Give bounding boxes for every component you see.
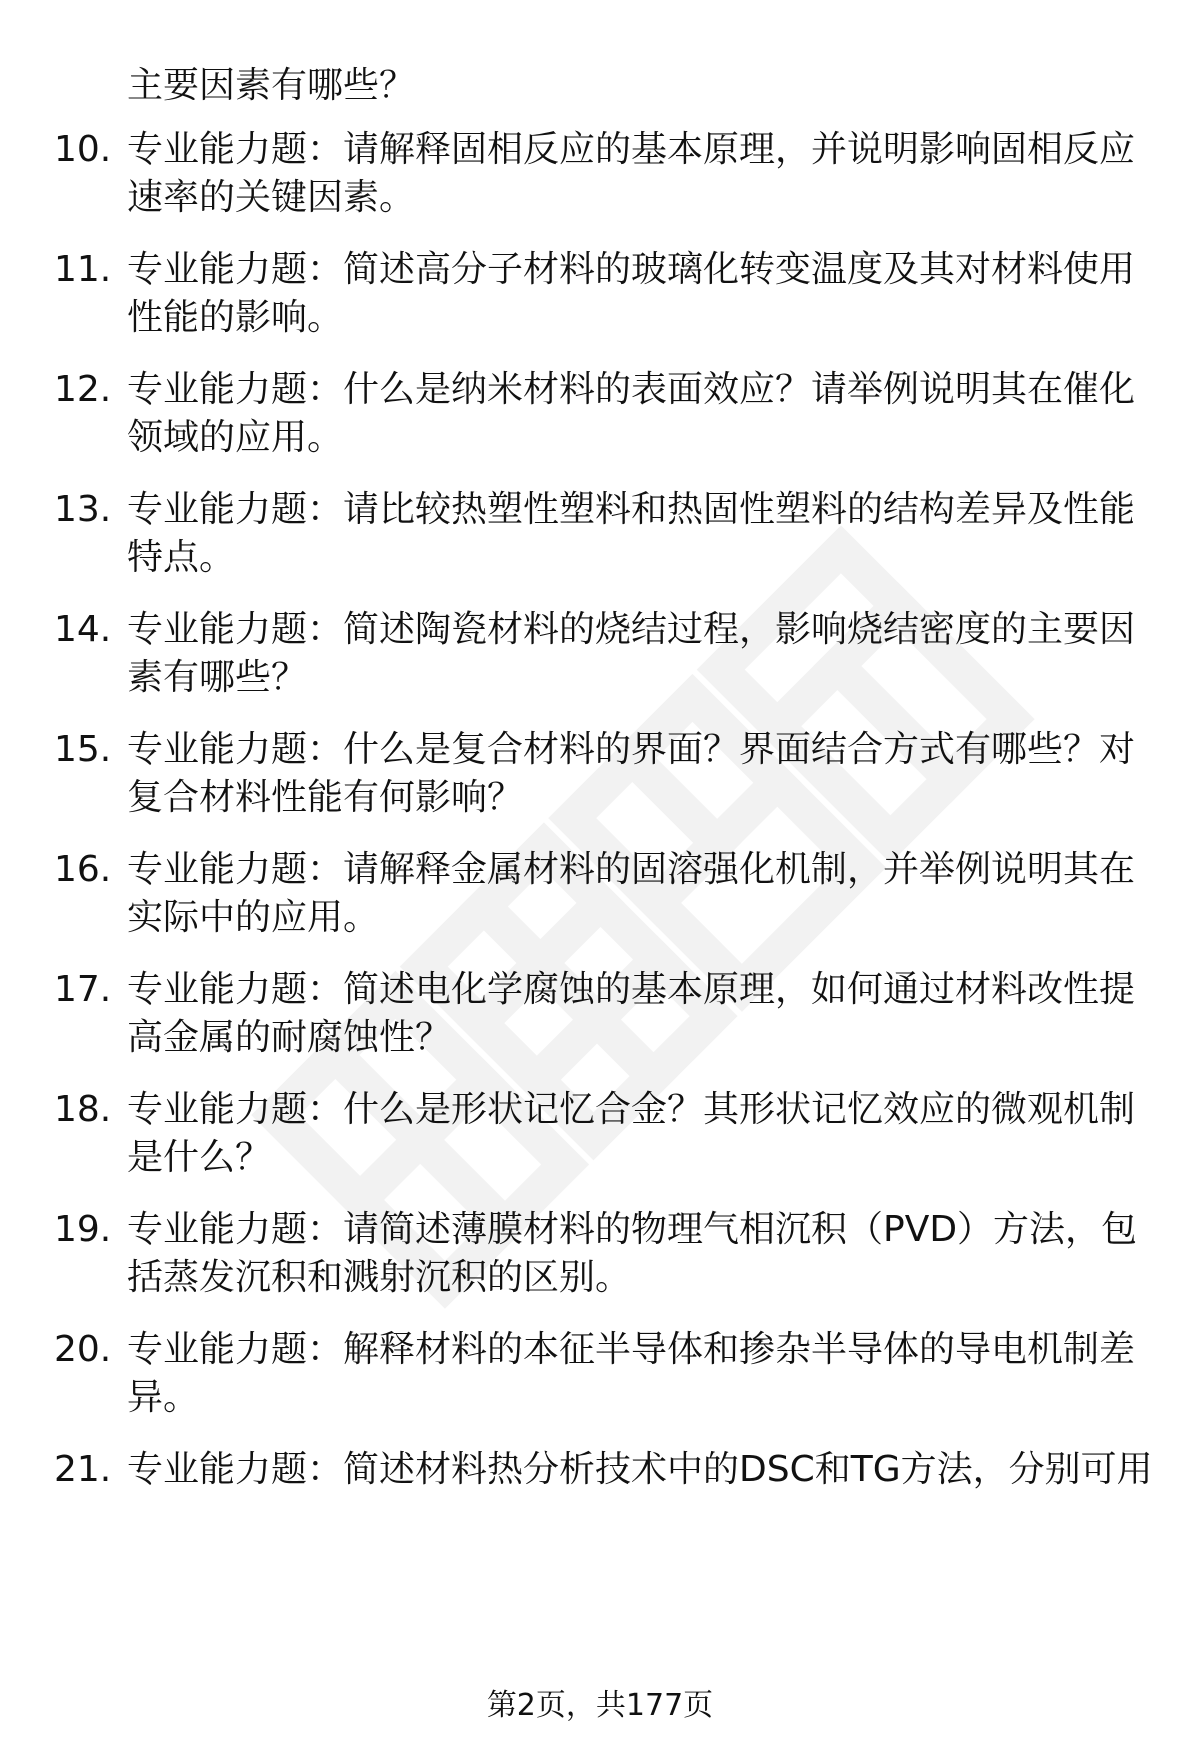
item-text bbox=[127, 246, 1135, 342]
item-line: 特点。 bbox=[127, 537, 236, 578]
item-number: 11. bbox=[54, 249, 112, 290]
item-text bbox=[127, 366, 1135, 462]
item-line: 素有哪些？ bbox=[127, 657, 308, 698]
item-line: 专业能力题：什么是纳米材料的表面效应？请举例说明其在催化 bbox=[127, 369, 1136, 410]
item-line: 复合材料性能有何影响？ bbox=[127, 777, 524, 818]
item-line: 专业能力题：请比较热塑性塑料和热固性塑料的结构差异及性能 bbox=[127, 489, 1136, 530]
item-number: 16. bbox=[54, 849, 112, 890]
item-text bbox=[127, 486, 1135, 582]
item-number: 17. bbox=[54, 969, 112, 1010]
item-number: 15. bbox=[54, 729, 112, 770]
item-text bbox=[127, 1326, 1135, 1422]
item-number: 19. bbox=[54, 1209, 112, 1250]
item-line: 异。 bbox=[127, 1377, 200, 1418]
item-line: 专业能力题：什么是复合材料的界面？界面结合方式有哪些？对 bbox=[127, 729, 1136, 770]
item-line: 专业能力题：请简述薄膜材料的物理气相沉积（PVD）方法，包 bbox=[127, 1209, 1138, 1250]
item-line: 专业能力题：请解释金属材料的固溶强化机制，并举例说明其在 bbox=[127, 849, 1136, 890]
item-number: 21. bbox=[54, 1449, 112, 1490]
item-line: 专业能力题：解释材料的本征半导体和掺杂半导体的导电机制差 bbox=[127, 1329, 1136, 1370]
item-number: 20. bbox=[54, 1329, 112, 1370]
item-line: 领域的应用。 bbox=[127, 417, 344, 458]
item-line: 括蒸发沉积和溅射沉积的区别。 bbox=[127, 1257, 632, 1298]
item-line: 专业能力题：简述高分子材料的玻璃化转变温度及其对材料使用 bbox=[127, 249, 1136, 290]
item-line: 是什么？ bbox=[127, 1137, 272, 1178]
item-number: 12. bbox=[54, 369, 112, 410]
item-number: 18. bbox=[54, 1089, 112, 1130]
continuation-line: 主要因素有哪些？ bbox=[127, 65, 416, 106]
item-line: 专业能力题：简述材料热分析技术中的DSC和TG方法，分别可用 bbox=[127, 1449, 1153, 1490]
item-text bbox=[127, 846, 1135, 942]
item-number: 14. bbox=[54, 609, 112, 650]
item-text bbox=[127, 1446, 1153, 1494]
item-text bbox=[127, 966, 1135, 1062]
item-line: 性能的影响。 bbox=[127, 297, 344, 338]
item-text bbox=[127, 126, 1135, 222]
item-number: 13. bbox=[54, 489, 112, 530]
item-text bbox=[127, 726, 1135, 822]
item-line: 专业能力题：什么是形状记忆合金？其形状记忆效应的微观机制 bbox=[127, 1089, 1136, 1130]
page-footer: 第2页，共177页 bbox=[486, 1688, 714, 1723]
item-number: 10. bbox=[54, 129, 112, 170]
item-text bbox=[127, 1086, 1135, 1182]
item-line: 专业能力题：简述陶瓷材料的烧结过程，影响烧结密度的主要因 bbox=[127, 609, 1136, 650]
item-line: 专业能力题：简述电化学腐蚀的基本原理，如何通过材料改性提 bbox=[127, 969, 1136, 1010]
item-line: 高金属的耐腐蚀性？ bbox=[127, 1017, 452, 1058]
item-line: 实际中的应用。 bbox=[127, 897, 380, 938]
item-text bbox=[127, 1206, 1137, 1302]
item-text bbox=[127, 606, 1135, 702]
item-line: 速率的关键因素。 bbox=[127, 177, 416, 218]
item-line: 专业能力题：请解释固相反应的基本原理，并说明影响固相反应 bbox=[127, 129, 1136, 170]
